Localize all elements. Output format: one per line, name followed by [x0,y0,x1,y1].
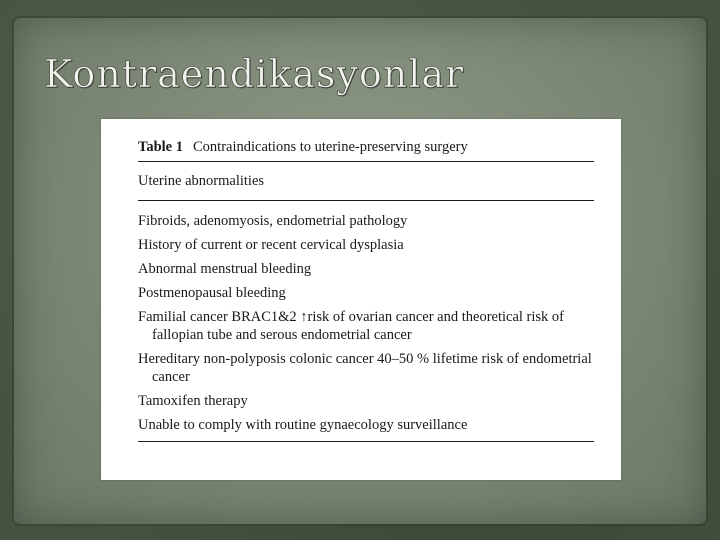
table-header: Uterine abnormalities [138,173,265,189]
table-row: Abnormal menstrual bleeding [138,261,312,277]
table-row: Fibroids, adenomyosis, endometrial pathology [138,213,408,229]
table-caption-label: Table 1 [138,139,183,155]
table [138,133,594,442]
slide-title: Kontraendikasyonlar [44,52,465,96]
table-row: Tamoxifen therapy [138,393,248,409]
table-row: Familial cancer BRAC1&2 ↑risk of ovarian cancer and theoretical risk of fallopian tube and serous endometrial cancer [138,309,564,343]
table-figure [101,119,621,480]
bottom-rule [138,441,594,442]
table-row: Postmenopausal bleeding [138,285,286,301]
table-row: Hereditary non-polyposis colonic cancer 40–50 % lifetime risk of endometrial cancer [138,351,592,385]
table-row: History of current or recent cervical dysplasia [138,237,404,253]
table-body [138,201,594,437]
table-row: Unable to comply with routine gynaecology surveillance [138,417,468,433]
table-caption-text: Contraindications to uterine-preserving surgery [193,139,468,155]
table-caption [138,133,594,161]
